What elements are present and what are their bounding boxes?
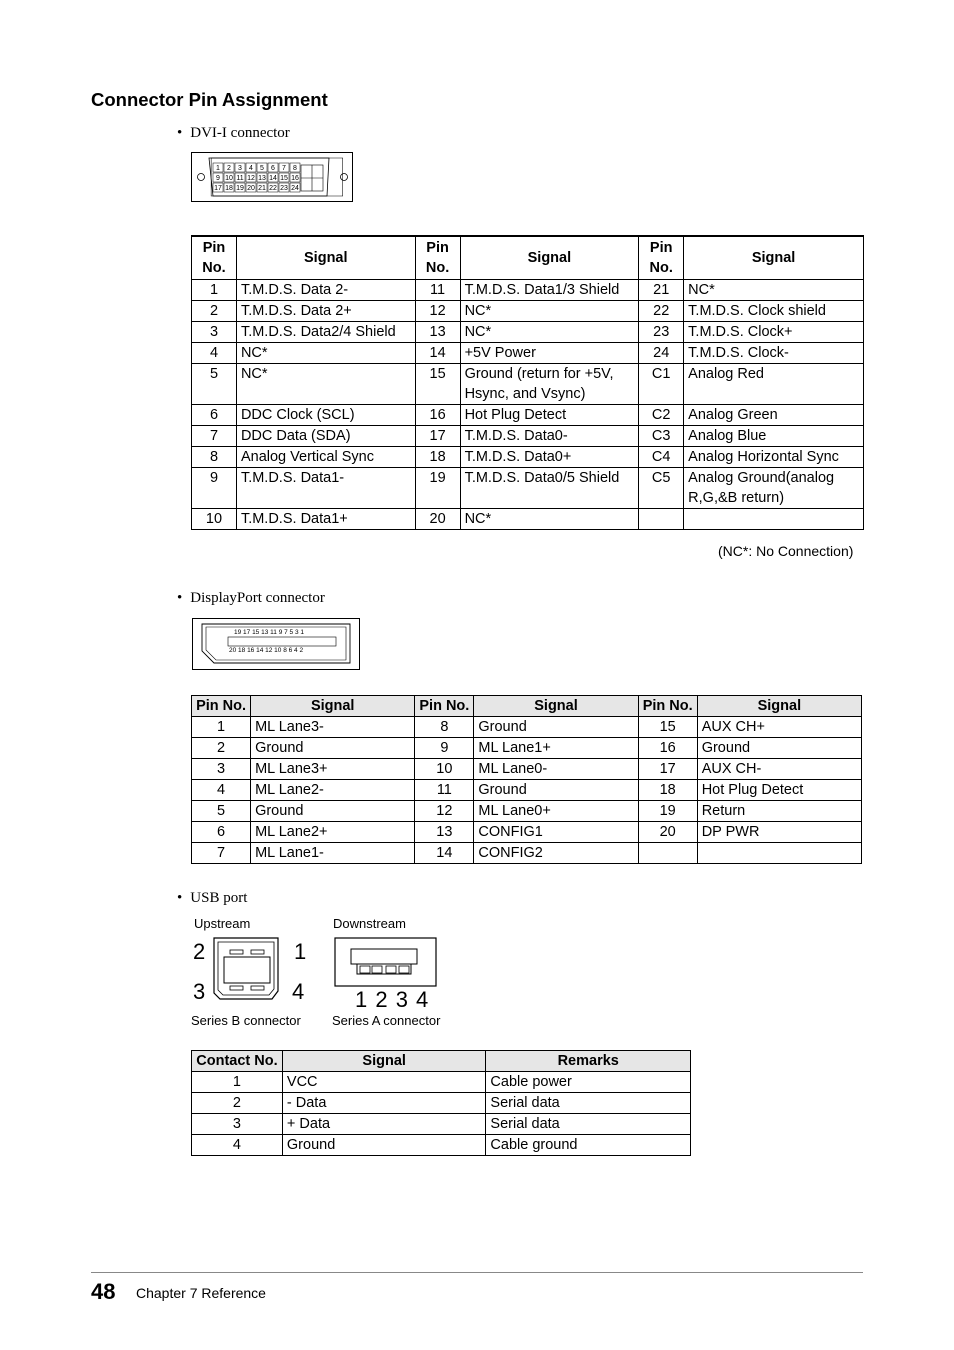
dvi-table-row-cell: 13 bbox=[415, 321, 460, 342]
dvi-header-pin-1: Pin No. bbox=[192, 236, 237, 279]
dvi-pin-label: 5 bbox=[260, 165, 264, 172]
usb-table-row-cell: - Data bbox=[282, 1093, 486, 1114]
b-pin-4: 4 bbox=[292, 979, 305, 1004]
dvi-pin-label: 22 bbox=[269, 185, 277, 192]
dvi-table-row-cell: +5V Power bbox=[460, 342, 639, 363]
downstream-label: Downstream bbox=[333, 916, 406, 931]
dp-connector-diagram bbox=[192, 618, 360, 675]
dvi-table-row-cell: C5 bbox=[639, 467, 684, 508]
dvi-table-row-cell: 6 bbox=[192, 404, 237, 425]
dp-table-row bbox=[192, 801, 862, 822]
usb-table-row bbox=[192, 1093, 691, 1114]
usb-table-row-cell: 2 bbox=[192, 1093, 283, 1114]
dp-table-row-cell: ML Lane1- bbox=[251, 843, 415, 864]
dp-header-pin-1: Pin No. bbox=[192, 696, 251, 717]
series-b-label: Series B connector bbox=[191, 1013, 301, 1028]
dvi-table-row-cell: 5 bbox=[192, 363, 237, 404]
dvi-header-pin-3: Pin No. bbox=[639, 236, 684, 279]
dvi-table-row-cell: 17 bbox=[415, 425, 460, 446]
usb-series-b-diagram bbox=[190, 935, 310, 1012]
a-pins: 1 2 3 4 bbox=[355, 987, 430, 1011]
dp-table-row-cell: 9 bbox=[415, 738, 474, 759]
dp-table-row-cell: 18 bbox=[638, 780, 697, 801]
dvi-table-row-cell: Analog Red bbox=[684, 363, 864, 404]
dp-table-row bbox=[192, 822, 862, 843]
dvi-pin-table bbox=[191, 235, 864, 530]
dvi-table-row-cell: 19 bbox=[415, 467, 460, 508]
dvi-table-row-cell: Hot Plug Detect bbox=[460, 404, 639, 425]
dvi-table-row-cell: 11 bbox=[415, 279, 460, 300]
dp-header-pin-3: Pin No. bbox=[638, 696, 697, 717]
dp-header-signal-2: Signal bbox=[474, 696, 638, 717]
dvi-header-pin-2: Pin No. bbox=[415, 236, 460, 279]
dp-table-row-cell: 10 bbox=[415, 759, 474, 780]
dvi-pin-label: 17 bbox=[214, 185, 222, 192]
upstream-label: Upstream bbox=[194, 916, 251, 931]
dvi-table-row bbox=[192, 467, 864, 508]
series-a-label: Series A connector bbox=[332, 1013, 441, 1028]
dvi-table-row-cell: T.M.D.S. Data1/3 Shield bbox=[460, 279, 639, 300]
dvi-table-row bbox=[192, 342, 864, 363]
usb-table-row-cell: 3 bbox=[192, 1114, 283, 1135]
dp-table-row-cell: Hot Plug Detect bbox=[697, 780, 861, 801]
dvi-pin-label: 19 bbox=[236, 185, 244, 192]
dvi-table-row-cell: Analog Vertical Sync bbox=[236, 446, 415, 467]
dp-table-row bbox=[192, 780, 862, 801]
b-pin-2: 2 bbox=[193, 939, 206, 964]
page-number: 48 bbox=[91, 1279, 116, 1304]
dvi-header-signal-3: Signal bbox=[684, 236, 864, 279]
dvi-connector-diagram bbox=[191, 152, 353, 207]
dvi-table-row-cell: 1 bbox=[192, 279, 237, 300]
usb-table-row-cell: Cable ground bbox=[486, 1135, 691, 1156]
dvi-table-row bbox=[192, 404, 864, 425]
dvi-table-row-cell: C3 bbox=[639, 425, 684, 446]
dp-table-row bbox=[192, 717, 862, 738]
dvi-pin-label: 1 bbox=[216, 165, 220, 172]
dp-table-row-cell: 5 bbox=[192, 801, 251, 822]
dvi-table-row-cell: 15 bbox=[415, 363, 460, 404]
dp-table-row-cell: 6 bbox=[192, 822, 251, 843]
dvi-table-row-cell: 22 bbox=[639, 300, 684, 321]
dvi-table-row-cell: T.M.D.S. Data 2+ bbox=[236, 300, 415, 321]
dvi-table-row-cell: T.M.D.S. Clock- bbox=[684, 342, 864, 363]
dp-table-row bbox=[192, 843, 862, 864]
dp-table-row-cell: 1 bbox=[192, 717, 251, 738]
dp-table-row-cell bbox=[697, 843, 861, 864]
dvi-table-row-cell: DDC Data (SDA) bbox=[236, 425, 415, 446]
dvi-table-row-cell: T.M.D.S. Data2/4 Shield bbox=[236, 321, 415, 342]
dvi-pin-label: 24 bbox=[291, 185, 299, 192]
dvi-table-row-cell bbox=[684, 508, 864, 529]
dvi-pin-label: 8 bbox=[293, 165, 297, 172]
dp-header-pin-2: Pin No. bbox=[415, 696, 474, 717]
dvi-table-row-cell: 23 bbox=[639, 321, 684, 342]
page-title: Connector Pin Assignment bbox=[91, 89, 328, 110]
dvi-table-row-cell: NC* bbox=[684, 279, 864, 300]
dvi-bullet: • DVI-I connector bbox=[177, 125, 290, 142]
dvi-table-row bbox=[192, 363, 864, 404]
dvi-table-row-cell: Analog Ground(analog R,G,&B return) bbox=[684, 467, 864, 508]
dp-table-row-cell: AUX CH+ bbox=[697, 717, 861, 738]
dp-pins-top: 19 17 15 13 11 9 7 5 3 1 bbox=[234, 629, 304, 636]
dvi-table-row-cell: 14 bbox=[415, 342, 460, 363]
dp-table-row-cell: 12 bbox=[415, 801, 474, 822]
dvi-table-row-cell: T.M.D.S. Data0- bbox=[460, 425, 639, 446]
dvi-table-row-cell: T.M.D.S. Data1- bbox=[236, 467, 415, 508]
dp-table-row-cell: Ground bbox=[474, 780, 638, 801]
dvi-table-row-cell: 16 bbox=[415, 404, 460, 425]
dvi-table-row-cell: C4 bbox=[639, 446, 684, 467]
dp-header-signal-3: Signal bbox=[697, 696, 861, 717]
dp-table-row-cell: 3 bbox=[192, 759, 251, 780]
dvi-pin-label: 23 bbox=[280, 185, 288, 192]
dp-table-row-cell: ML Lane3+ bbox=[251, 759, 415, 780]
dp-table-row-cell: 13 bbox=[415, 822, 474, 843]
dp-bullet: • DisplayPort connector bbox=[177, 590, 325, 607]
dvi-header-signal-2: Signal bbox=[460, 236, 639, 279]
dvi-pin-label: 10 bbox=[225, 175, 233, 182]
dp-table-row-cell: 14 bbox=[415, 843, 474, 864]
dvi-table-row-cell: 2 bbox=[192, 300, 237, 321]
dp-table-row-cell: ML Lane0+ bbox=[474, 801, 638, 822]
dp-pins-bottom: 20 18 16 14 12 10 8 6 4 2 bbox=[229, 647, 304, 654]
dvi-table-row-cell: 9 bbox=[192, 467, 237, 508]
dvi-table-row bbox=[192, 279, 864, 300]
dvi-pin-label: 16 bbox=[291, 175, 299, 182]
dvi-pin-label: 20 bbox=[247, 185, 255, 192]
usb-pin-table bbox=[191, 1050, 691, 1156]
dvi-table-row bbox=[192, 508, 864, 529]
dvi-pin-label: 14 bbox=[269, 175, 277, 182]
dvi-table-row-cell: 24 bbox=[639, 342, 684, 363]
dvi-pin-label: 7 bbox=[282, 165, 286, 172]
chapter-label: Chapter 7 Reference bbox=[136, 1285, 266, 1301]
dp-table-row-cell: 11 bbox=[415, 780, 474, 801]
dp-table-row-cell: ML Lane1+ bbox=[474, 738, 638, 759]
dvi-table-row-cell: Analog Green bbox=[684, 404, 864, 425]
dvi-pin-label: 9 bbox=[216, 175, 220, 182]
dvi-table-row-cell: T.M.D.S. Data 2- bbox=[236, 279, 415, 300]
b-pin-1: 1 bbox=[294, 939, 307, 964]
dvi-table-row-cell: C1 bbox=[639, 363, 684, 404]
usb-table-row-cell: Ground bbox=[282, 1135, 486, 1156]
dp-table-row bbox=[192, 759, 862, 780]
dvi-pin-label: 4 bbox=[249, 165, 253, 172]
dvi-table-row-cell: NC* bbox=[236, 342, 415, 363]
dvi-table-row-cell: 20 bbox=[415, 508, 460, 529]
dp-table-row-cell: 16 bbox=[638, 738, 697, 759]
dp-table-row-cell: ML Lane3- bbox=[251, 717, 415, 738]
dvi-pin-label: 18 bbox=[225, 185, 233, 192]
dvi-table-row-cell: 10 bbox=[192, 508, 237, 529]
dvi-table-row-cell: Analog Blue bbox=[684, 425, 864, 446]
nc-note: (NC*: No Connection) bbox=[718, 543, 854, 559]
dvi-table-row-cell: T.M.D.S. Data0+ bbox=[460, 446, 639, 467]
dp-table-row-cell: Ground bbox=[697, 738, 861, 759]
footer-rule bbox=[91, 1272, 863, 1273]
dvi-table-row-cell: T.M.D.S. Clock+ bbox=[684, 321, 864, 342]
dvi-pin-label: 3 bbox=[238, 165, 242, 172]
dp-table-row-cell: ML Lane2- bbox=[251, 780, 415, 801]
dp-table-row-cell: CONFIG1 bbox=[474, 822, 638, 843]
dvi-pin-label: 15 bbox=[280, 175, 288, 182]
dvi-table-row-cell: 21 bbox=[639, 279, 684, 300]
usb-header-signal: Signal bbox=[282, 1051, 486, 1072]
dp-table-row-cell: DP PWR bbox=[697, 822, 861, 843]
dvi-table-row-cell: T.M.D.S. Data0/5 Shield bbox=[460, 467, 639, 508]
dvi-pin-label: 13 bbox=[258, 175, 266, 182]
dvi-table-row-cell: DDC Clock (SCL) bbox=[236, 404, 415, 425]
dvi-table-row bbox=[192, 425, 864, 446]
usb-table-row-cell: 4 bbox=[192, 1135, 283, 1156]
dvi-pin-label: 12 bbox=[247, 175, 255, 182]
dvi-pin-label: 21 bbox=[258, 185, 266, 192]
dp-table-row-cell: 8 bbox=[415, 717, 474, 738]
usb-table-row bbox=[192, 1135, 691, 1156]
dp-pin-table bbox=[191, 695, 862, 864]
dp-table-row-cell: 7 bbox=[192, 843, 251, 864]
dvi-table-row bbox=[192, 321, 864, 342]
usb-table-row-cell: VCC bbox=[282, 1072, 486, 1093]
usb-series-a-diagram bbox=[333, 935, 443, 1016]
dvi-table-row-cell: Ground (return for +5V, Hsync, and Vsync) bbox=[460, 363, 639, 404]
dp-table-row-cell: 15 bbox=[638, 717, 697, 738]
dvi-table-row-cell: T.M.D.S. Data1+ bbox=[236, 508, 415, 529]
usb-table-row-cell: Serial data bbox=[486, 1114, 691, 1135]
usb-bullet: • USB port bbox=[177, 890, 247, 907]
dvi-table-row-cell: 4 bbox=[192, 342, 237, 363]
dvi-table-row-cell: C2 bbox=[639, 404, 684, 425]
dvi-table-row-cell: T.M.D.S. Clock shield bbox=[684, 300, 864, 321]
dvi-table-row-cell: NC* bbox=[460, 321, 639, 342]
dvi-pin-label: 6 bbox=[271, 165, 275, 172]
dvi-table-row bbox=[192, 300, 864, 321]
dp-table-row-cell: Return bbox=[697, 801, 861, 822]
dp-table-row-cell: 17 bbox=[638, 759, 697, 780]
dvi-table-row-cell: NC* bbox=[460, 300, 639, 321]
dp-table-row-cell: 20 bbox=[638, 822, 697, 843]
dp-header-signal-1: Signal bbox=[251, 696, 415, 717]
dvi-table-row-cell: NC* bbox=[236, 363, 415, 404]
usb-table-row bbox=[192, 1114, 691, 1135]
dvi-table-row-cell: Analog Horizontal Sync bbox=[684, 446, 864, 467]
dp-table-row-cell: AUX CH- bbox=[697, 759, 861, 780]
dp-table-row bbox=[192, 738, 862, 759]
dvi-table-row-cell: 8 bbox=[192, 446, 237, 467]
dvi-table-row-cell bbox=[639, 508, 684, 529]
dp-table-row-cell: 4 bbox=[192, 780, 251, 801]
dvi-pin-label: 2 bbox=[227, 165, 231, 172]
dp-table-row-cell: ML Lane0- bbox=[474, 759, 638, 780]
dp-table-row-cell: Ground bbox=[474, 717, 638, 738]
dvi-header-signal-1: Signal bbox=[236, 236, 415, 279]
dvi-pin-label: 11 bbox=[236, 175, 244, 182]
usb-table-row bbox=[192, 1072, 691, 1093]
dp-table-row-cell bbox=[638, 843, 697, 864]
usb-header-contact: Contact No. bbox=[192, 1051, 283, 1072]
usb-table-row-cell: 1 bbox=[192, 1072, 283, 1093]
b-pin-3: 3 bbox=[193, 979, 206, 1004]
dvi-table-row-cell: 7 bbox=[192, 425, 237, 446]
dvi-table-row-cell: NC* bbox=[460, 508, 639, 529]
dvi-table-row bbox=[192, 446, 864, 467]
dp-table-row-cell: 19 bbox=[638, 801, 697, 822]
dvi-table-row-cell: 12 bbox=[415, 300, 460, 321]
dvi-table-row-cell: 18 bbox=[415, 446, 460, 467]
usb-header-remarks: Remarks bbox=[486, 1051, 691, 1072]
usb-table-row-cell: Cable power bbox=[486, 1072, 691, 1093]
dp-table-row-cell: Ground bbox=[251, 738, 415, 759]
dp-table-row-cell: ML Lane2+ bbox=[251, 822, 415, 843]
usb-table-row-cell: + Data bbox=[282, 1114, 486, 1135]
dp-table-row-cell: 2 bbox=[192, 738, 251, 759]
dvi-table-row-cell: 3 bbox=[192, 321, 237, 342]
usb-table-row-cell: Serial data bbox=[486, 1093, 691, 1114]
dp-table-row-cell: CONFIG2 bbox=[474, 843, 638, 864]
dp-table-row-cell: Ground bbox=[251, 801, 415, 822]
